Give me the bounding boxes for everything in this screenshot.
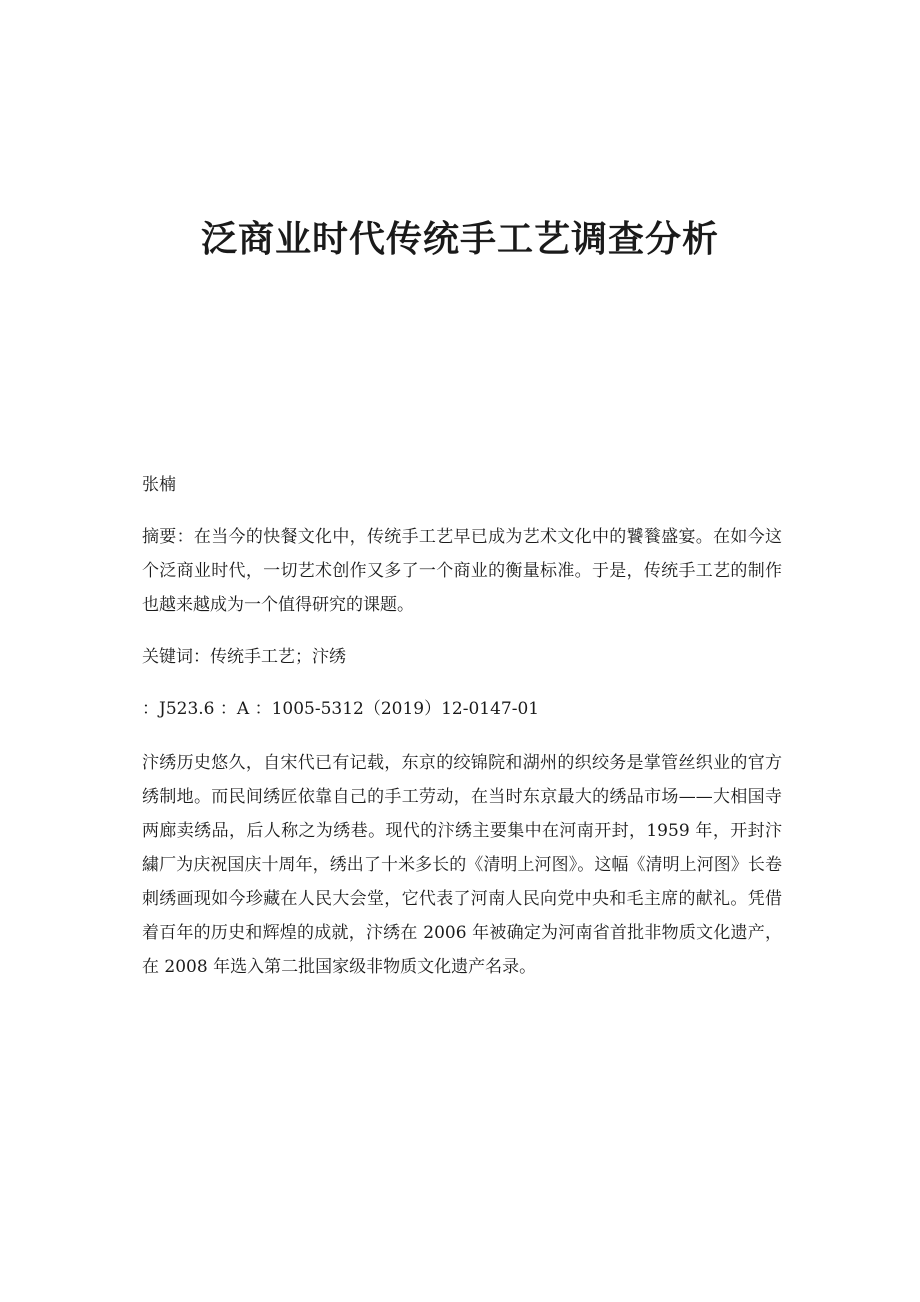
document-title: 泛商业时代传统手工艺调查分析 (200, 218, 719, 260)
abstract (142, 520, 782, 622)
keywords-text: 传统手工艺；汴绣 (210, 647, 346, 667)
keywords-label: 关键词： (142, 647, 210, 667)
abstract-text: 在当今的快餐文化中，传统手工艺早已成为艺术文化中的饕餮盛宴。在如今这个泛商业时代，一切艺术创作又多了一个商业的衡量标准。于是，传统手工艺的制作也越来越成为一个值得研究的课题。 (142, 527, 783, 615)
body-paragraph: 汴绣历史悠久，自宋代已有记载，东京的绞锦院和湖州的织绞务是掌管丝织业的官方绣制地。而民间绣匠依靠自己的手工劳动，在当时东京最大的绣品市场——大相国寺两廊卖绣品，后人称之为绣巷。现代的汴绣主要集中在河南开封，1959 年，开封汴繍厂为庆祝国庆十周年，绣出了十米多长的《清明上河图》。这幅《清明上河图》长卷刺绣画现如今珍藏在人民大会堂，它代表了河南人民向党中央和毛主席的献礼。凭借着百年的历史和辉煌的成就，汴绣在 2006 年被确定为河南省首批非物质文化遗产，在 2008 年选入第二批国家级非物质文化遗产名录。 (142, 753, 782, 977)
keywords (142, 640, 782, 674)
classification-line: ：J523.6 ：A ：1005-5312（2019）12-0147-01 (142, 699, 540, 719)
author-name: 张楠 (142, 475, 176, 495)
document-body (142, 468, 782, 984)
abstract-label: 摘要： (142, 527, 194, 547)
